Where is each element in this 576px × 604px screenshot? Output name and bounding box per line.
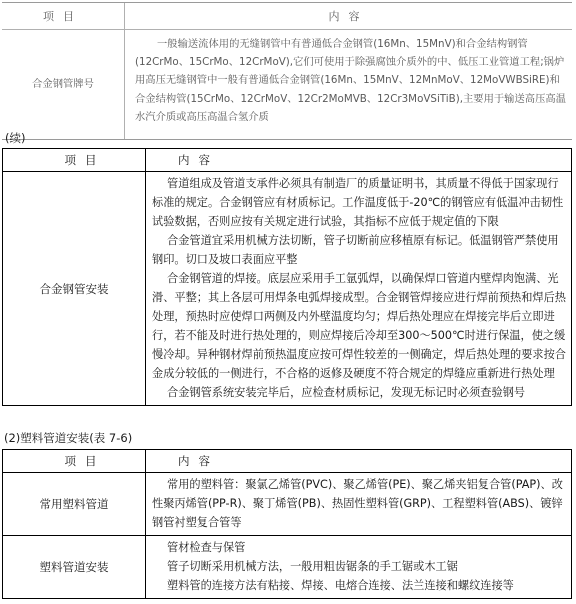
paragraph: 常用的塑料管：聚氯乙烯管(PVC)、聚乙烯管(PE)、聚乙烯夹铝复合管(PAP)、改性聚丙烯管(PP-R)、聚丁烯管(PB)、热固性塑料管(GRP)、工程塑料管(ABS)、镀锌钢管衬塑复合管等 bbox=[152, 478, 563, 529]
table-header-row bbox=[3, 450, 572, 473]
row-label: 合金钢管安装 bbox=[3, 172, 146, 406]
table-row bbox=[3, 473, 572, 536]
paragraph: 合金钢管系统安装完毕后，应检查材质标记，发现无标记时必须查验钢号 bbox=[167, 386, 526, 399]
section-title: (2)塑料管道安装(表 7-6) bbox=[4, 431, 133, 445]
column-header-item: 项目 bbox=[3, 149, 146, 172]
row-content bbox=[146, 536, 572, 599]
paragraph: 管子切断采用机械方法，一般用粗齿锯条的手工锯或木工锯 bbox=[167, 560, 458, 573]
column-header-item: 项目 bbox=[3, 450, 146, 473]
row-content: 一般输送流体用的无缝钢管中有普通低合金钢管(16Mn、15MnV)和合金结构钢管(12CrMo、15CrMo、12CrMoV),它们可使用于除强腐蚀介质外的中、低压工业管道工程;锅炉用高压无缝钢管中一般有普通低合金钢管(16Mn、15MnV、12MnMoV、12MoVWBSiRE)和合金结构管(15CrMo、12CrMoV、12Cr2MoMVB、12Cr3MoVSiTiB),主要用于输送高压高温水汽介质或高压高温合氢介质 bbox=[125, 30, 573, 140]
plastic-pipe-table bbox=[2, 449, 572, 599]
row-label: 常用塑料管道 bbox=[3, 473, 146, 536]
row-label: 合金钢管牌号 bbox=[2, 30, 125, 140]
table-row bbox=[3, 536, 572, 599]
table-row bbox=[2, 30, 572, 140]
paragraph: 管材检查与保管 bbox=[167, 541, 246, 554]
paragraph: 合金管道宜采用机械方法切断，管子切断前应移植原有标记。低温钢管严禁使用钢印。切口及坡口表面应平整 bbox=[152, 234, 559, 266]
table-header-row bbox=[3, 149, 572, 172]
row-content bbox=[146, 172, 572, 406]
row-label: 塑料管道安装 bbox=[3, 536, 146, 599]
table-row bbox=[3, 172, 572, 406]
paragraph: 塑料管的连接方法有粘接、焊接、电熔合连接、法兰连接和螺纹连接等 bbox=[167, 579, 514, 592]
column-header-content: 内容 bbox=[146, 450, 572, 473]
column-header-content: 内容 bbox=[125, 3, 573, 30]
column-header-item: 项目 bbox=[2, 3, 125, 30]
continued-label: (续) bbox=[5, 131, 26, 145]
alloy-pipe-installation-table bbox=[2, 148, 572, 406]
column-header-content: 内容 bbox=[146, 149, 572, 172]
row-content bbox=[146, 473, 572, 536]
paragraph: 管道组成及管道支承件必须具有制造厂的质量证明书，其质量不得低于国家现行标准的规定。合金钢管应有材质标记。工作温度低于-20℃的钢管应有低温冲击韧性试验数据，否则应按有关规定进行试验，其指标不应低于规定值的下限 bbox=[152, 177, 564, 228]
table-header-row bbox=[2, 3, 572, 30]
alloy-pipe-grade-table bbox=[2, 2, 572, 140]
paragraph: 合金钢管道的焊接。底层应采用手工氩弧焊，以确保焊口管道内壁焊肉饱满、光滑、平整；其上各层可用焊条电弧焊接成型。合金钢管焊接应进行焊前预热和焊后热处理，预热时应使焊口两侧及内外壁温度均匀；焊后热处理应在焊接完毕后立即进行，若不能及时进行热处理的，则应焊接后冷却至300～500℃时进行保温，使之缓慢冷却。异种钢材焊前预热温度应按可焊性较差的一侧确定，焊后热处理的要求按合金成分较低的一侧进行，不合格的返修及硬度不符合规定的焊缝应重新进行热处理 bbox=[152, 272, 566, 380]
